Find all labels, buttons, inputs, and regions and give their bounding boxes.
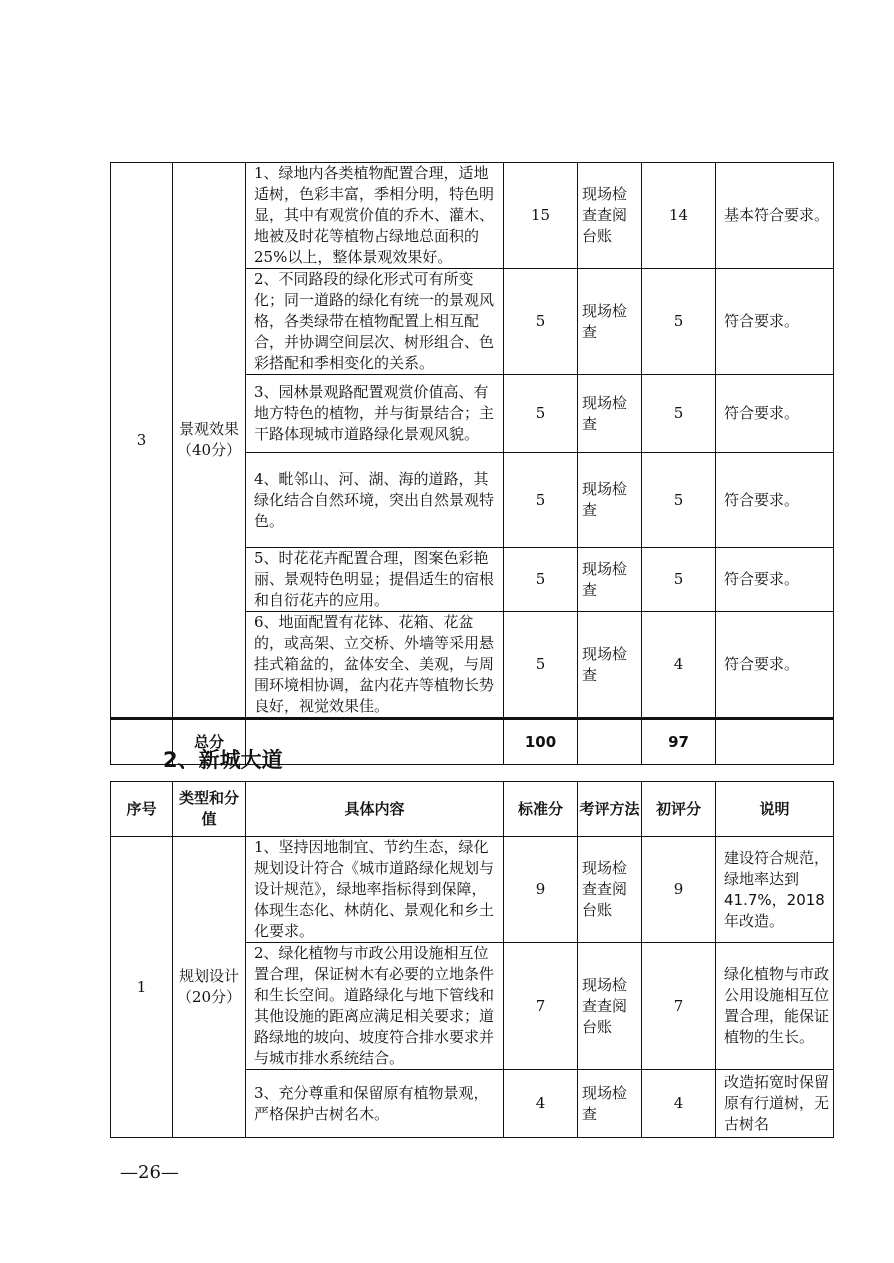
initial-score-cell: 5 — [642, 375, 716, 453]
header-initial-score: 初评分 — [642, 782, 716, 837]
empty-cell — [246, 719, 504, 765]
content-cell: 1、绿地内各类植物配置合理，适地适树，色彩丰富，季相分明，特色明显，其中有观赏价值的乔木、灌木、地被及时花等植物占绿地总面积的 25%以上，整体景观效果好。 — [246, 163, 504, 269]
table-row — [111, 163, 834, 269]
method-cell: 现场检查 — [578, 375, 642, 453]
standard-score-cell: 4 — [504, 1070, 578, 1138]
total-label: 总分 — [173, 719, 246, 765]
method-cell: 现场检查查阅台账 — [578, 163, 642, 269]
initial-score-cell: 4 — [642, 1070, 716, 1138]
total-standard-score: 100 — [504, 719, 578, 765]
scoring-table-xincheng-avenue — [110, 781, 834, 1138]
note-cell: 符合要求。 — [716, 453, 834, 548]
standard-score-cell: 5 — [504, 453, 578, 548]
method-cell: 现场检查 — [578, 1070, 642, 1138]
empty-cell — [578, 719, 642, 765]
note-cell: 符合要求。 — [716, 612, 834, 719]
initial-score-cell: 5 — [642, 269, 716, 375]
method-cell: 现场检查 — [578, 548, 642, 612]
category-cell: 规划设计（20分） — [173, 837, 246, 1138]
header-category: 类型和分值 — [173, 782, 246, 837]
note-cell: 符合要求。 — [716, 269, 834, 375]
method-cell: 现场检查查阅台账 — [578, 837, 642, 943]
standard-score-cell: 9 — [504, 837, 578, 943]
note-cell: 改造拓宽时保留原有行道树，无古树名 — [716, 1070, 834, 1138]
note-cell: 符合要求。 — [716, 375, 834, 453]
initial-score-cell: 5 — [642, 453, 716, 548]
initial-score-cell: 9 — [642, 837, 716, 943]
initial-score-cell: 7 — [642, 943, 716, 1070]
method-cell: 现场检查 — [578, 612, 642, 719]
initial-score-cell: 5 — [642, 548, 716, 612]
standard-score-cell: 5 — [504, 548, 578, 612]
standard-score-cell: 7 — [504, 943, 578, 1070]
standard-score-cell: 15 — [504, 163, 578, 269]
method-cell: 现场检查 — [578, 453, 642, 548]
header-note: 说明 — [716, 782, 834, 837]
content-cell: 3、园林景观路配置观赏价值高、有地方特色的植物，并与街景结合；主干路体现城市道路绿化景观风貌。 — [246, 375, 504, 453]
table-row — [111, 837, 834, 943]
method-cell: 现场检查查阅台账 — [578, 943, 642, 1070]
scoring-table-landscape — [110, 162, 834, 765]
standard-score-cell: 5 — [504, 375, 578, 453]
header-content: 具体内容 — [246, 782, 504, 837]
content-cell: 3、充分尊重和保留原有植物景观，严格保护古树名木。 — [246, 1070, 504, 1138]
content-cell: 5、时花花卉配置合理，图案色彩艳丽、景观特色明显；提倡适生的宿根和自衍花卉的应用。 — [246, 548, 504, 612]
standard-score-cell: 5 — [504, 612, 578, 719]
section-title: 2、新城大道 — [163, 748, 283, 772]
note-cell: 符合要求。 — [716, 548, 834, 612]
page-number: —26— — [120, 1162, 179, 1183]
header-row — [111, 782, 834, 837]
content-cell: 1、坚持因地制宜、节约生态，绿化规划设计符合《城市道路绿化规划与设计规范》，绿地率指标得到保障，体现生态化、林荫化、景观化和乡土化要求。 — [246, 837, 504, 943]
initial-score-cell: 14 — [642, 163, 716, 269]
header-standard-score: 标准分 — [504, 782, 578, 837]
header-method: 考评方法 — [578, 782, 642, 837]
method-cell: 现场检查 — [578, 269, 642, 375]
row-index: 1 — [111, 837, 173, 1138]
content-cell: 2、不同路段的绿化形式可有所变化；同一道路的绿化有统一的景观风格，各类绿带在植物配置上相互配合，并协调空间层次、树形组合、色彩搭配和季相变化的关系。 — [246, 269, 504, 375]
content-cell: 4、毗邻山、河、湖、海的道路，其绿化结合自然环境，突出自然景观特色。 — [246, 453, 504, 548]
note-cell: 绿化植物与市政公用设施相互位置合理，能保证植物的生长。 — [716, 943, 834, 1070]
header-index: 序号 — [111, 782, 173, 837]
total-initial-score: 97 — [642, 719, 716, 765]
row-index: 3 — [111, 163, 173, 719]
content-cell: 6、地面配置有花钵、花箱、花盆的，或高架、立交桥、外墙等采用悬挂式箱盆的，盆体安全、美观，与周围环境相协调，盆内花卉等植物长势良好，视觉效果佳。 — [246, 612, 504, 719]
empty-cell — [716, 719, 834, 765]
content-cell: 2、绿化植物与市政公用设施相互位置合理，保证树木有必要的立地条件和生长空间。道路绿化与地下管线和其他设施的距离应满足相关要求；道路绿地的坡向、坡度符合排水要求并与城市排水系统结合。 — [246, 943, 504, 1070]
category-cell: 景观效果（40分） — [173, 163, 246, 719]
initial-score-cell: 4 — [642, 612, 716, 719]
note-cell: 建设符合规范，绿地率达到 41.7%，2018年改造。 — [716, 837, 834, 943]
note-cell: 基本符合要求。 — [716, 163, 834, 269]
standard-score-cell: 5 — [504, 269, 578, 375]
